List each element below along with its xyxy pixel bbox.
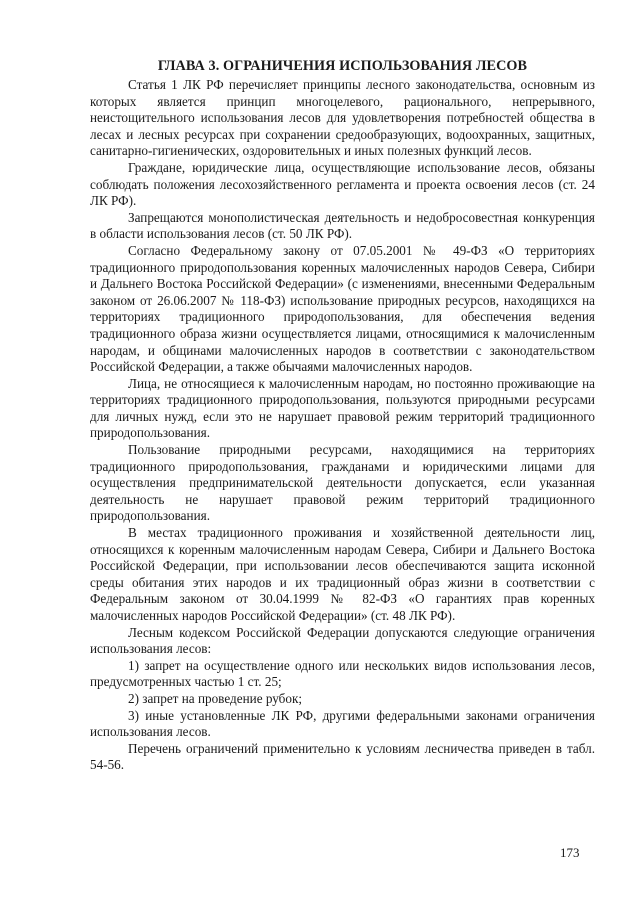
paragraph-federal-law-49: Согласно Федеральному закону от 07.05.2001 № 49-ФЗ «О территориях традиционного природопользования коренных малочисленных народов Севера, Сибири и Дальнего Востока Российской Федерации» (с изменениями, внесенными Федеральным законом от 26.06.2007 № 118-ФЗ) использование природных ресурсов, находящихся на территориях традиционного природопользования, для обеспечения ведения традиционного образа жизни осуществляется лицами, относящимися к малочисленным народам, и общинами малочисленных народов в соответствии с законодательством Российской Федерации, а также обычаями малочисленных народов. xyxy=(90,242,595,375)
list-item-restriction-2: 2) запрет на проведение рубок; xyxy=(128,690,303,706)
paragraph-non-indigenous: Лица, не относящиеся к малочисленным народам, но постоянно проживающие на территориях традиционного природопользования, пользуются природными ресурсами для личных нужд, если это не нарушает правовой режим территорий традиционного природопользования. xyxy=(90,375,595,441)
paragraph-principles: Статья 1 ЛК РФ перечисляет принципы лесного законодательства, основным из которых является принцип многоцелевого, рационального, непрерывного, неистощительного использования лесов для удовлетворения потребностей общества в лесах и лесных ресурсах при сохранении средообразующих, водоохранных, защитных, санитарно-гигиенических, оздоровительных и иных полезных функций лесов. xyxy=(90,77,595,159)
paragraph-table-reference: Перечень ограничений применительно к условиям лесничества приведен в табл. 54-56. xyxy=(90,740,595,773)
page-number: 173 xyxy=(560,845,580,860)
chapter-heading: ГЛАВА 3. ОГРАНИЧЕНИЯ ИСПОЛЬЗОВАНИЯ ЛЕСОВ xyxy=(157,58,528,74)
paragraph-traditional-residence: В местах традиционного проживания и хозяйственной деятельности лиц, относящихся к коренным малочисленным народам Севера, Сибири и Дальнего Востока Российской Федерации, при использовании лесов обеспечиваются защита исконной среды обитания этих народов и их традиционный образ жизни в соответствии с Федеральным законом от 30.04.1999 № 82-ФЗ «О гарантиях прав коренных малочисленных народов Российской Федерации» (ст. 48 ЛК РФ). xyxy=(90,525,595,623)
paragraph-monopoly: Запрещаются монополистическая деятельность и недобросовестная конкуренция в области использования лесов (ст. 50 ЛК РФ). xyxy=(90,209,595,242)
paragraph-obligations: Граждане, юридические лица, осуществляющие использование лесов, обязаны соблюдать положения лесохозяйственного регламента и проекта освоения лесов (ст. 24 ЛК РФ). xyxy=(90,159,595,209)
list-item-restriction-3: 3) иные установленные ЛК РФ, другими федеральными законами ограничения использования лесов. xyxy=(90,707,595,740)
paragraph-business-use: Пользование природными ресурсами, находящимися на территориях традиционного природопользования, гражданами и юридическими лицами для осуществления предпринимательской деятельности допускается, если указанная деятельность не нарушает правовой режим территорий традиционного природопользования. xyxy=(90,442,595,524)
list-item-restriction-1: 1) запрет на осуществление одного или нескольких видов использования лесов, предусмотренных частью 1 ст. 25; xyxy=(90,657,595,690)
paragraph-restrictions-intro: Лесным кодексом Российской Федерации допускаются следующие ограничения использования лесов: xyxy=(90,624,595,657)
document-page xyxy=(90,58,595,774)
